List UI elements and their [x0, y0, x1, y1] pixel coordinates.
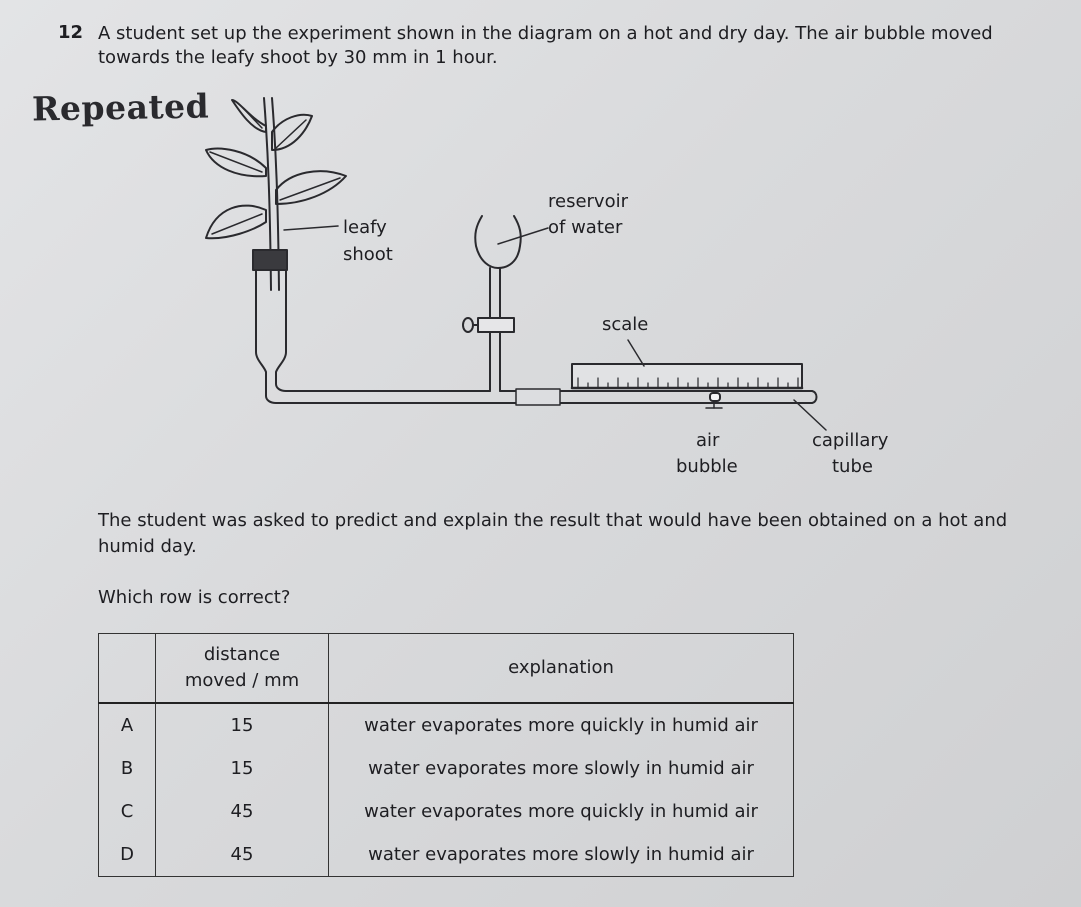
row-explanation: water evaporates more quickly in humid air: [329, 703, 794, 747]
row-distance: 15: [156, 703, 329, 747]
row-explanation: water evaporates more slowly in humid air: [329, 747, 794, 790]
table-header-row: [99, 634, 794, 704]
table-row[interactable]: [99, 790, 794, 833]
capillary-pointer: [794, 400, 826, 430]
label-of-water: of water: [548, 217, 623, 238]
row-letter: B: [99, 747, 156, 790]
table-header-distance: [156, 634, 329, 704]
label-capillary: capillary: [812, 430, 889, 451]
measuring-scale: [572, 340, 802, 388]
row-distance: 45: [156, 790, 329, 833]
row-explanation: water evaporates more slowly in humid air: [329, 833, 794, 877]
handwritten-annotation: Repeated: [31, 86, 210, 129]
label-tube: tube: [832, 456, 873, 477]
label-air: air: [696, 430, 720, 451]
row-letter: D: [99, 833, 156, 877]
question-number: 12: [58, 22, 84, 43]
tube-joint: [516, 389, 560, 405]
question-paragraph-1: The student was asked to predict and explain the result that would have been obtained on a hot and humid day.: [98, 510, 1008, 557]
table-row[interactable]: [99, 833, 794, 877]
row-letter: A: [99, 703, 156, 747]
row-letter: C: [99, 790, 156, 833]
label-bubble: bubble: [676, 456, 738, 477]
label-reservoir: reservoir: [548, 191, 628, 212]
tap-clip: [463, 318, 514, 332]
label-shoot: shoot: [343, 244, 393, 265]
air-bubble: [710, 393, 720, 401]
table-row[interactable]: [99, 703, 794, 747]
table-row[interactable]: [99, 747, 794, 790]
answer-table: [98, 633, 794, 877]
shoot-tube-inner: [276, 270, 490, 391]
distance-header-line1: distance: [203, 644, 281, 665]
label-leafy: leafy: [343, 217, 387, 238]
shoot-pointer: [284, 226, 338, 230]
reservoir-pointer: [498, 228, 548, 244]
water-reservoir: [475, 216, 548, 391]
question-paragraph-2: Which row is correct?: [98, 587, 291, 608]
row-distance: 45: [156, 833, 329, 877]
scale-pointer: [628, 340, 644, 366]
table-header-letter: [99, 634, 156, 704]
distance-header-line2: moved / mm: [184, 670, 300, 691]
row-distance: 15: [156, 747, 329, 790]
rubber-stopper: [253, 250, 287, 270]
table-header-explanation: explanation: [329, 634, 794, 704]
label-scale: scale: [602, 314, 649, 335]
row-explanation: water evaporates more quickly in humid air: [329, 790, 794, 833]
question-stem: A student set up the experiment shown in the diagram on a hot and dry day. The air bubble moved towards the leafy shoot by 30 mm in 1 hour.: [98, 23, 993, 68]
